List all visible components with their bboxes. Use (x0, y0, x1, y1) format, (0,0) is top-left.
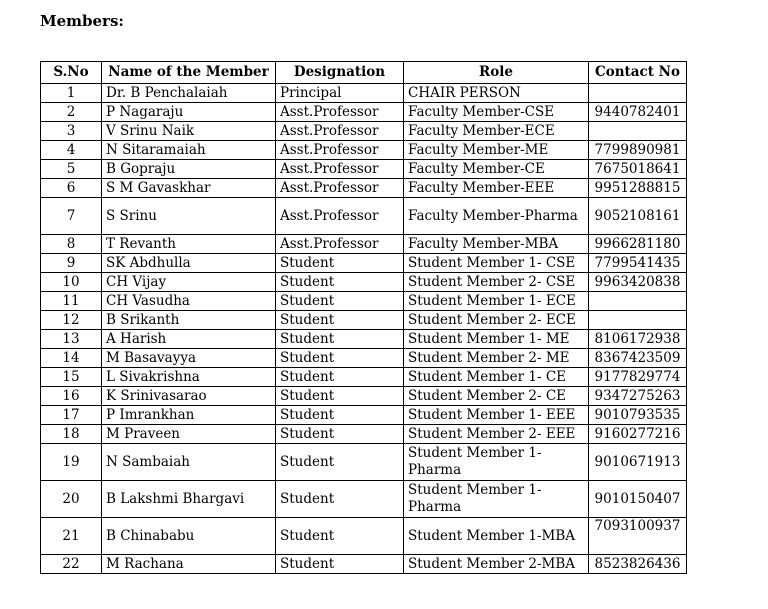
designation-cell: Student (276, 555, 404, 574)
sno-cell: 4 (41, 141, 102, 160)
designation-cell: Asst.Professor (276, 103, 404, 122)
sno-cell: 15 (41, 368, 102, 387)
member-name-cell: S M Gavaskhar (102, 179, 276, 198)
designation-cell: Student (276, 406, 404, 425)
members-table (40, 61, 687, 574)
member-name-cell: N Sitaramaiah (102, 141, 276, 160)
designation-cell: Asst.Professor (276, 160, 404, 179)
sno-cell: 21 (41, 518, 102, 555)
sno-cell: 16 (41, 387, 102, 406)
table-row (41, 555, 687, 574)
role-cell: Student Member 2- EEE (404, 425, 589, 444)
column-header-contact: Contact No (589, 62, 687, 84)
table-row (41, 141, 687, 160)
contact-cell: 9347275263 (589, 387, 687, 406)
designation-cell: Asst.Professor (276, 179, 404, 198)
member-name-cell: N Sambaiah (102, 444, 276, 481)
role-cell: Student Member 1-MBA (404, 518, 589, 555)
sno-cell: 17 (41, 406, 102, 425)
contact-cell: 9966281180 (589, 235, 687, 254)
table-row (41, 122, 687, 141)
member-name-cell: M Basavayya (102, 349, 276, 368)
sno-cell: 22 (41, 555, 102, 574)
table-row (41, 273, 687, 292)
table-row (41, 330, 687, 349)
sno-cell: 6 (41, 179, 102, 198)
role-cell: CHAIR PERSON (404, 84, 589, 103)
member-name-cell: B Gopraju (102, 160, 276, 179)
role-cell: Student Member 2- CSE (404, 273, 589, 292)
member-name-cell: B Srikanth (102, 311, 276, 330)
contact-cell: 8106172938 (589, 330, 687, 349)
role-cell: Student Member 1- ME (404, 330, 589, 349)
contact-cell: 7675018641 (589, 160, 687, 179)
member-name-cell: K Srinivasarao (102, 387, 276, 406)
designation-cell: Asst.Professor (276, 141, 404, 160)
role-cell: Student Member 1- EEE (404, 406, 589, 425)
table-row (41, 444, 687, 481)
contact-cell: 9177829774 (589, 368, 687, 387)
column-header-designation: Designation (276, 62, 404, 84)
role-cell: Faculty Member-EEE (404, 179, 589, 198)
designation-cell: Student (276, 387, 404, 406)
contact-cell (589, 84, 687, 103)
role-cell: Student Member 1- ECE (404, 292, 589, 311)
sno-cell: 10 (41, 273, 102, 292)
contact-cell: 9440782401 (589, 103, 687, 122)
column-header-sno: S.No (41, 62, 102, 84)
role-cell: Faculty Member-Pharma (404, 198, 589, 235)
designation-cell: Student (276, 311, 404, 330)
member-name-cell: A Harish (102, 330, 276, 349)
member-name-cell: M Rachana (102, 555, 276, 574)
role-cell: Student Member 2- ECE (404, 311, 589, 330)
role-cell: Student Member 2- ME (404, 349, 589, 368)
member-name-cell: B Chinababu (102, 518, 276, 555)
sno-cell: 14 (41, 349, 102, 368)
member-name-cell: Dr. B Penchalaiah (102, 84, 276, 103)
designation-cell: Student (276, 292, 404, 311)
table-header-row (41, 62, 687, 84)
designation-cell: Asst.Professor (276, 198, 404, 235)
sno-cell: 20 (41, 481, 102, 518)
sno-cell: 2 (41, 103, 102, 122)
table-row (41, 387, 687, 406)
contact-cell: 8367423509 (589, 349, 687, 368)
sno-cell: 5 (41, 160, 102, 179)
role-cell: Faculty Member-CE (404, 160, 589, 179)
contact-cell: 9951288815 (589, 179, 687, 198)
contact-cell: 9160277216 (589, 425, 687, 444)
sno-cell: 9 (41, 254, 102, 273)
designation-cell: Student (276, 481, 404, 518)
member-name-cell: SK Abdhulla (102, 254, 276, 273)
designation-cell: Student (276, 518, 404, 555)
designation-cell: Student (276, 349, 404, 368)
table-row (41, 84, 687, 103)
designation-cell: Student (276, 368, 404, 387)
member-name-cell: CH Vasudha (102, 292, 276, 311)
table-row (41, 235, 687, 254)
table-row (41, 349, 687, 368)
contact-cell: 8523826436 (589, 555, 687, 574)
role-cell: Faculty Member-CSE (404, 103, 589, 122)
designation-cell: Student (276, 273, 404, 292)
sno-cell: 18 (41, 425, 102, 444)
column-header-role: Role (404, 62, 589, 84)
table-row (41, 160, 687, 179)
table-row (41, 406, 687, 425)
table-row (41, 311, 687, 330)
role-cell: Student Member 1- CSE (404, 254, 589, 273)
member-name-cell: T Revanth (102, 235, 276, 254)
member-name-cell: M Praveen (102, 425, 276, 444)
role-cell: Student Member 1- CE (404, 368, 589, 387)
table-row (41, 518, 687, 555)
designation-cell: Asst.Professor (276, 122, 404, 141)
designation-cell: Principal (276, 84, 404, 103)
role-cell: Student Member 1-Pharma (404, 444, 589, 481)
sno-cell: 7 (41, 198, 102, 235)
designation-cell: Asst.Professor (276, 235, 404, 254)
contact-cell: 7799541435 (589, 254, 687, 273)
contact-cell: 7093100937 (589, 518, 687, 555)
table-row (41, 292, 687, 311)
designation-cell: Student (276, 444, 404, 481)
member-name-cell: P Imrankhan (102, 406, 276, 425)
table-row (41, 179, 687, 198)
sno-cell: 12 (41, 311, 102, 330)
member-name-cell: P Nagaraju (102, 103, 276, 122)
sno-cell: 13 (41, 330, 102, 349)
table-row (41, 481, 687, 518)
table-row (41, 198, 687, 235)
member-name-cell: L Sivakrishna (102, 368, 276, 387)
member-name-cell: V Srinu Naik (102, 122, 276, 141)
table-row (41, 103, 687, 122)
sno-cell: 11 (41, 292, 102, 311)
contact-cell (589, 292, 687, 311)
contact-cell: 9010150407 (589, 481, 687, 518)
designation-cell: Student (276, 254, 404, 273)
contact-cell: 9963420838 (589, 273, 687, 292)
role-cell: Student Member 2-MBA (404, 555, 589, 574)
member-name-cell: CH Vijay (102, 273, 276, 292)
sno-cell: 1 (41, 84, 102, 103)
member-name-cell: S Srinu (102, 198, 276, 235)
contact-cell: 7799890981 (589, 141, 687, 160)
designation-cell: Student (276, 425, 404, 444)
sno-cell: 3 (41, 122, 102, 141)
column-header-name: Name of the Member (102, 62, 276, 84)
role-cell: Faculty Member-ME (404, 141, 589, 160)
contact-cell: 9052108161 (589, 198, 687, 235)
contact-cell (589, 311, 687, 330)
table-row (41, 254, 687, 273)
sno-cell: 8 (41, 235, 102, 254)
contact-cell: 9010793535 (589, 406, 687, 425)
sno-cell: 19 (41, 444, 102, 481)
contact-cell: 9010671913 (589, 444, 687, 481)
table-row (41, 368, 687, 387)
role-cell: Student Member 2- CE (404, 387, 589, 406)
contact-cell (589, 122, 687, 141)
role-cell: Student Member 1-Pharma (404, 481, 589, 518)
table-row (41, 425, 687, 444)
designation-cell: Student (276, 330, 404, 349)
member-name-cell: B Lakshmi Bhargavi (102, 481, 276, 518)
role-cell: Faculty Member-MBA (404, 235, 589, 254)
role-cell: Faculty Member-ECE (404, 122, 589, 141)
page-heading: Members: (40, 12, 124, 30)
members-table-body (41, 84, 687, 574)
